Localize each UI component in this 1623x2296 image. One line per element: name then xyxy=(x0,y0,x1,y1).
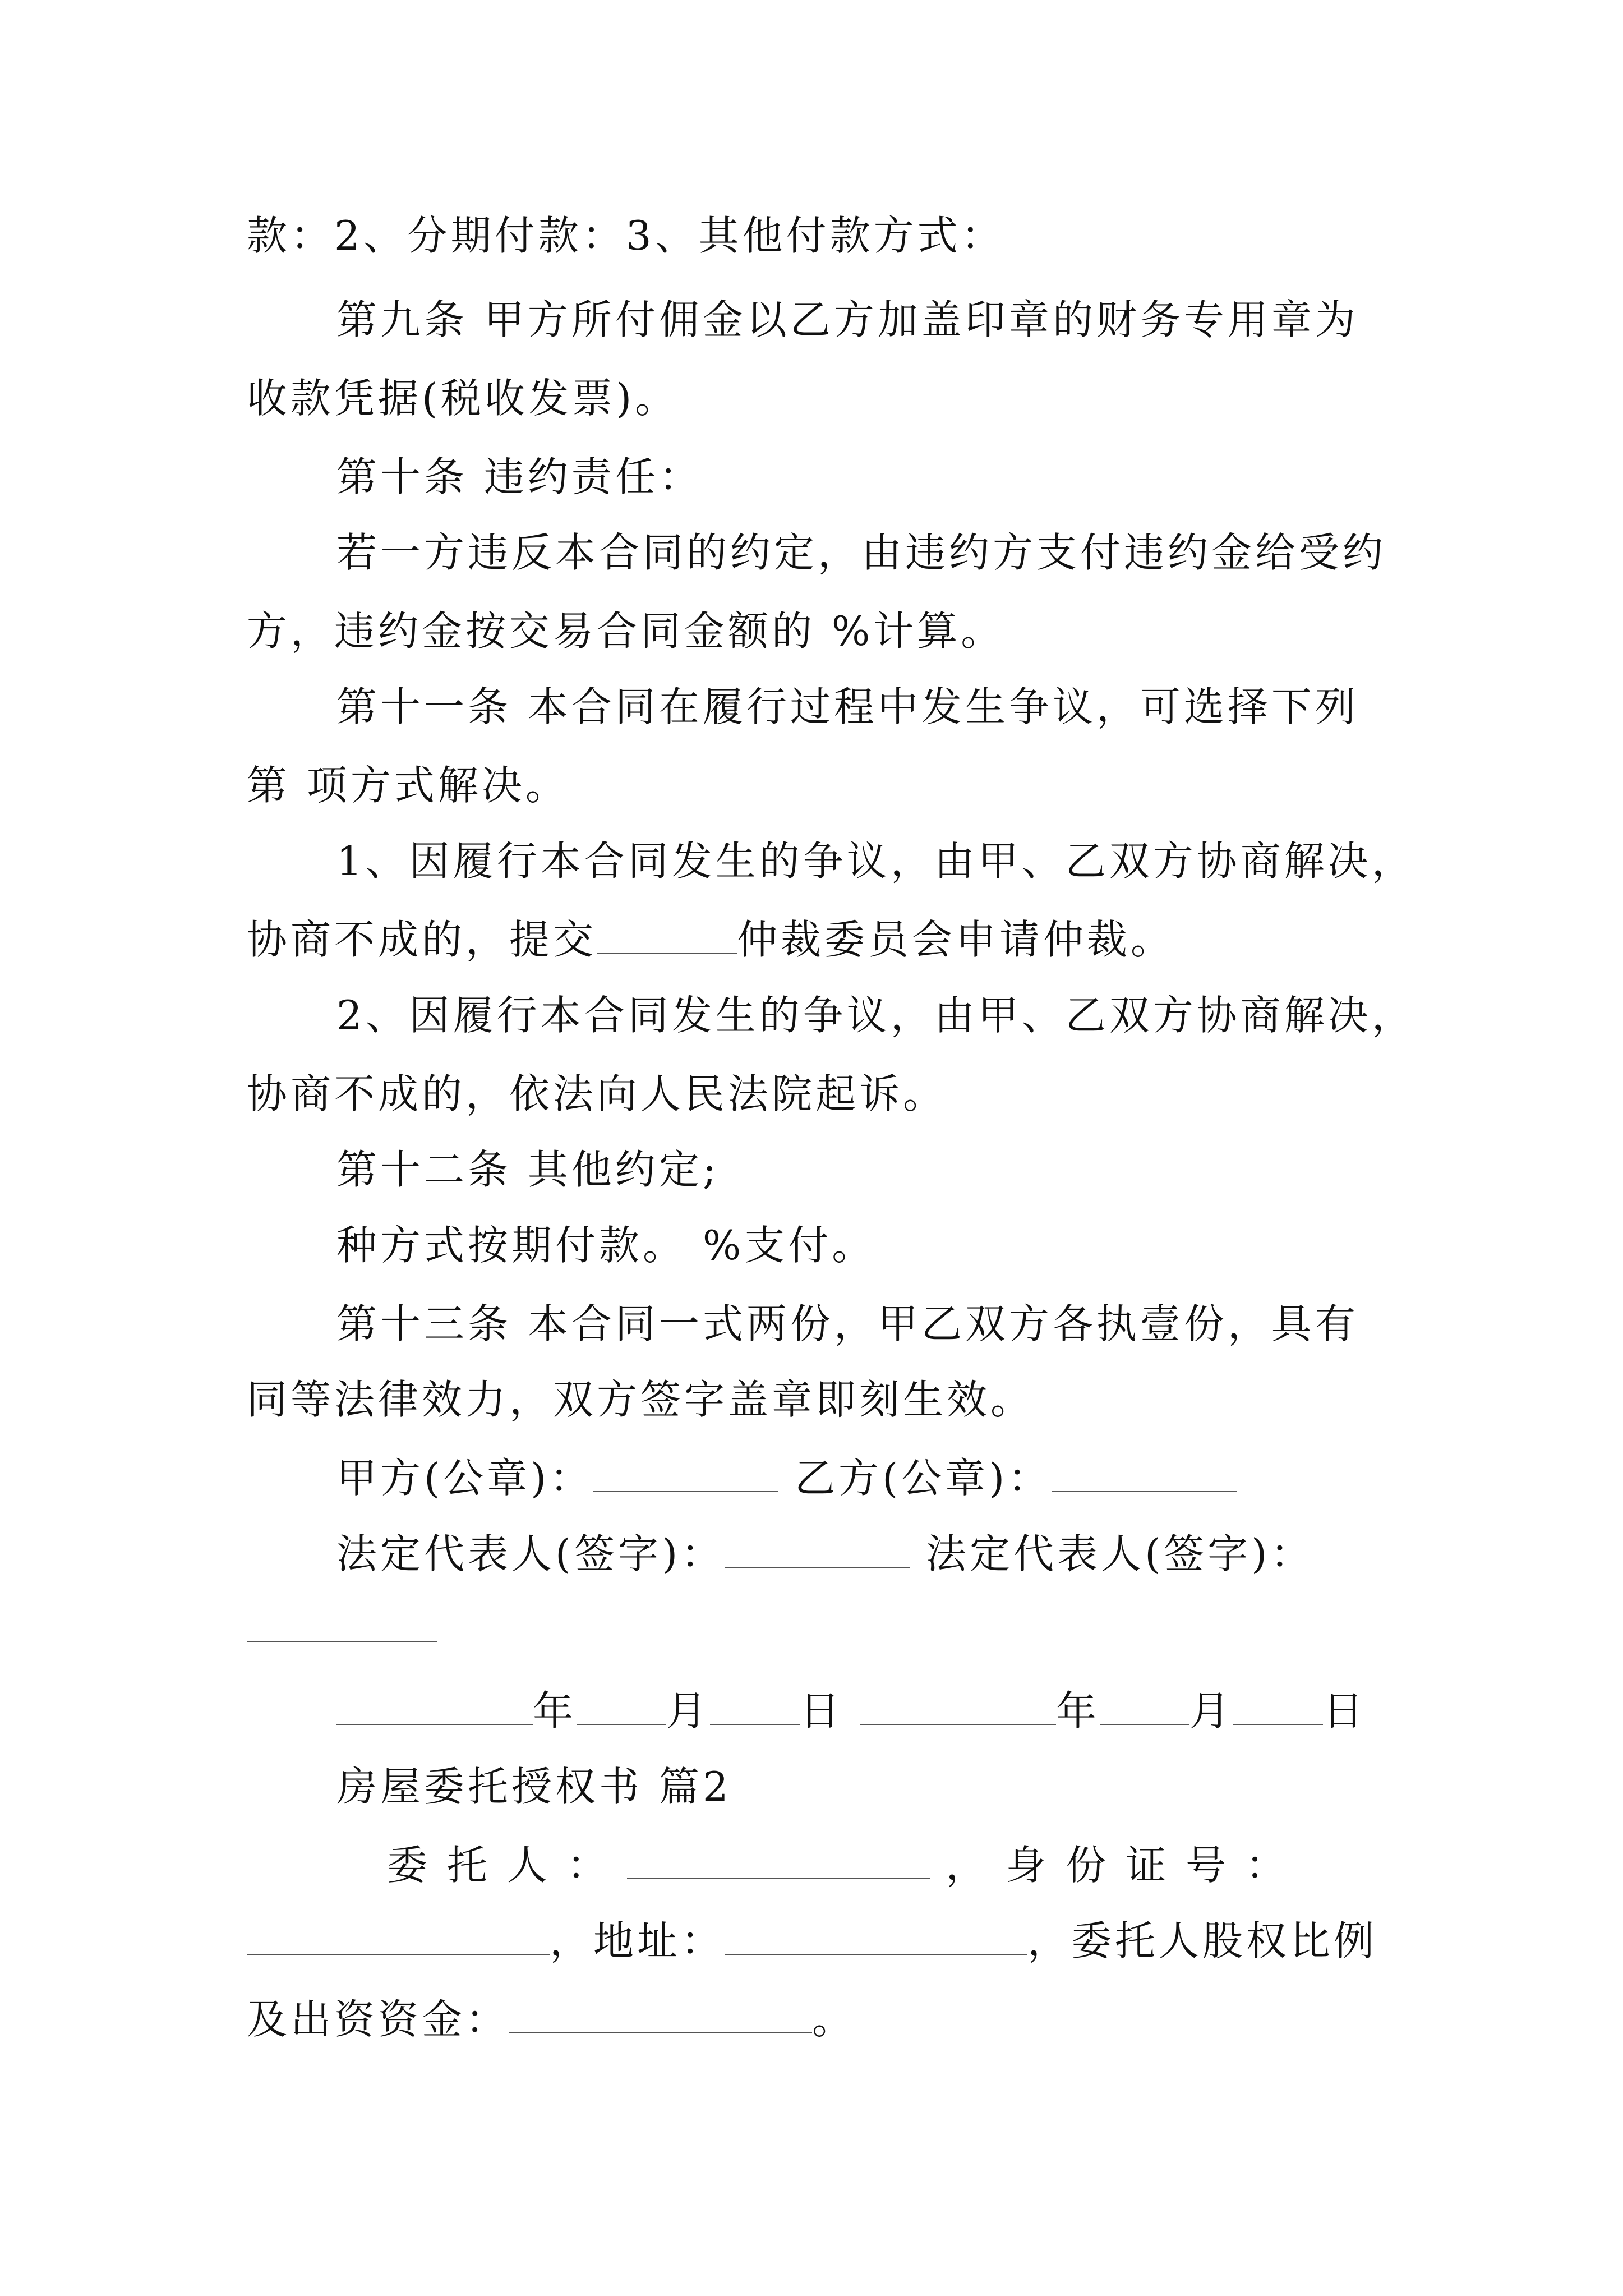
principal-label: 委 托 人 ： xyxy=(387,1842,611,1889)
equity-ratio-label: ，委托人股权比例 xyxy=(1027,1917,1378,1964)
party-a-seal-label: 甲方(公章)： xyxy=(336,1455,594,1502)
text-line: 第 项方式解决。 xyxy=(247,762,569,809)
id-number-blank xyxy=(247,1915,550,1955)
clause-11: 第十一条 本合同在履行过程中发生争议，可选择下列 xyxy=(336,683,1359,730)
day-label: 日 xyxy=(1322,1687,1367,1734)
year-label: 年 xyxy=(1055,1687,1100,1734)
id-number-label: ， 身 份 证 号 ： xyxy=(946,1842,1289,1889)
principal-line xyxy=(387,1837,1289,1893)
clause-9: 第九条 甲方所付佣金以乙方加盖印章的财务专用章为 xyxy=(336,296,1359,343)
representative-line xyxy=(336,1526,1314,1582)
option-1: 1、因履行本合同发生的争议，由甲、乙双方协商解决， xyxy=(336,838,1415,885)
text-line: 同等法律效力，双方签字盖章即刻生效。 xyxy=(247,1376,1035,1423)
month-blank xyxy=(577,1685,666,1725)
year-blank xyxy=(860,1685,1056,1725)
year-label: 年 xyxy=(533,1687,577,1734)
text-line: 款：2、分期付款：3、其他付款方式： xyxy=(247,212,1005,259)
address-line xyxy=(247,1913,1377,1969)
address-blank xyxy=(725,1915,1027,1955)
address-label: ，地址： xyxy=(550,1917,725,1964)
clause-10-heading: 第十条 违约责任： xyxy=(336,453,703,500)
date-line xyxy=(336,1683,1367,1739)
section-heading: 房屋委托授权书 篇2 xyxy=(336,1763,732,1810)
principal-blank xyxy=(627,1839,930,1879)
text-segment: 仲裁委员会申请仲裁。 xyxy=(737,916,1175,963)
party-a-seal-blank xyxy=(593,1452,778,1492)
option-2: 2、因履行本合同发生的争议，由甲、乙双方协商解决， xyxy=(336,992,1415,1039)
party-b-seal-label: 乙方(公章)： xyxy=(795,1455,1052,1502)
text-segment: 。 xyxy=(812,1996,856,2043)
day-label: 日 xyxy=(800,1687,844,1734)
party-a-representative-label: 法定代表人(签字)： xyxy=(336,1530,725,1577)
month-blank xyxy=(1100,1685,1189,1725)
text-segment: 协商不成的，提交 xyxy=(247,916,597,963)
capital-line xyxy=(247,1991,856,2047)
clause-13: 第十三条 本合同一式两份，甲乙双方各执壹份，具有 xyxy=(336,1300,1359,1347)
day-blank xyxy=(710,1685,800,1725)
party-b-representative-label: 法定代表人(签字)： xyxy=(926,1530,1315,1577)
party-a-representative-blank xyxy=(725,1527,910,1568)
text-line: 协商不成的，依法向人民法院起诉。 xyxy=(247,1070,947,1117)
month-label: 月 xyxy=(666,1687,711,1734)
text-line: 种方式按期付款。 %支付。 xyxy=(336,1222,876,1269)
party-seal-line xyxy=(336,1450,1237,1506)
text-line: 方，违约金按交易合同金额的 %计算。 xyxy=(247,608,1005,655)
capital-label: 及出资资金： xyxy=(247,1996,510,2043)
text-line: 收款凭据(税收发票)。 xyxy=(247,375,679,422)
capital-blank xyxy=(509,1993,812,2033)
month-label: 月 xyxy=(1189,1687,1233,1734)
party-b-representative-blank xyxy=(247,1641,437,1642)
day-blank xyxy=(1233,1685,1323,1725)
text-line xyxy=(247,912,1174,968)
party-b-seal-blank xyxy=(1052,1452,1237,1492)
clause-12: 第十二条 其他约定; xyxy=(336,1146,720,1193)
fill-blank xyxy=(597,913,737,954)
year-blank xyxy=(336,1685,533,1725)
text-line: 若一方违反本合同的约定，由违约方支付违约金给受约 xyxy=(336,529,1387,576)
